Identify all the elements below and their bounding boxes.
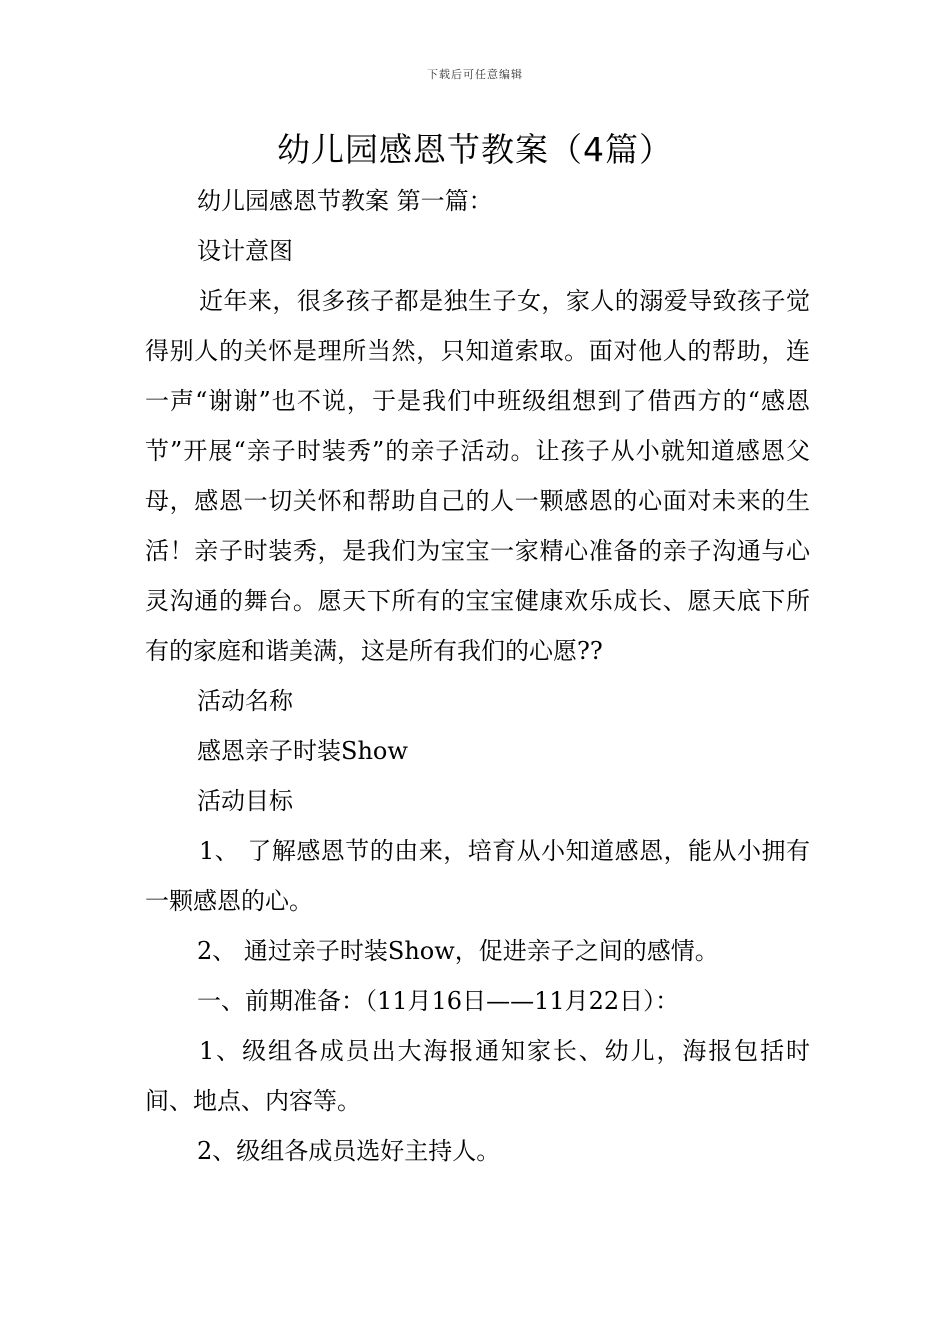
- goal-item-1: 1、 了解感恩节的由来，培育从小知道感恩，能从小拥有一颗感恩的心。: [145, 837, 810, 915]
- document-body: [145, 176, 810, 1176]
- heading-preparation: 一、前期准备：（11月16日——11月22日）：: [197, 987, 680, 1015]
- document-title: 幼儿园感恩节教案（4篇）: [277, 130, 673, 169]
- preparation-item-2: 2、级组各成员选好主持人。: [197, 1137, 501, 1165]
- heading-activity-name: 活动名称: [197, 687, 293, 715]
- section-heading-first: 幼儿园感恩节教案 第一篇：: [197, 187, 493, 215]
- heading-design-intent: 设计意图: [197, 237, 293, 265]
- paragraph-design-intent: 近年来，很多孩子都是独生子女，家人的溺爱导致孩子觉得别人的关怀是理所当然，只知道索取。面对他人的帮助，连一声“谢谢”也不说，于是我们中班级组想到了借西方的“感恩节”开展“亲子时装秀”的亲子活动。让孩子从小就知道感恩父母，感恩一切关怀和帮助自己的人一颗感恩的心面对未来的生活！亲子时装秀，是我们为宝宝一家精心准备的亲子沟通与心灵沟通的舞台。愿天下所有的宝宝健康欢乐成长、愿天底下所有的家庭和谐美满，这是所有我们的心愿??: [145, 287, 810, 665]
- goal-item-2: 2、 通过亲子时装Show，促进亲子之间的感情。: [197, 937, 719, 965]
- preparation-item-1: 1、级组各成员出大海报通知家长、幼儿，海报包括时间、地点、内容等。: [145, 1037, 810, 1115]
- header-note: 下载后可任意编辑: [427, 68, 523, 81]
- heading-activity-goals: 活动目标: [197, 787, 293, 815]
- activity-name: 感恩亲子时装Show: [197, 737, 408, 765]
